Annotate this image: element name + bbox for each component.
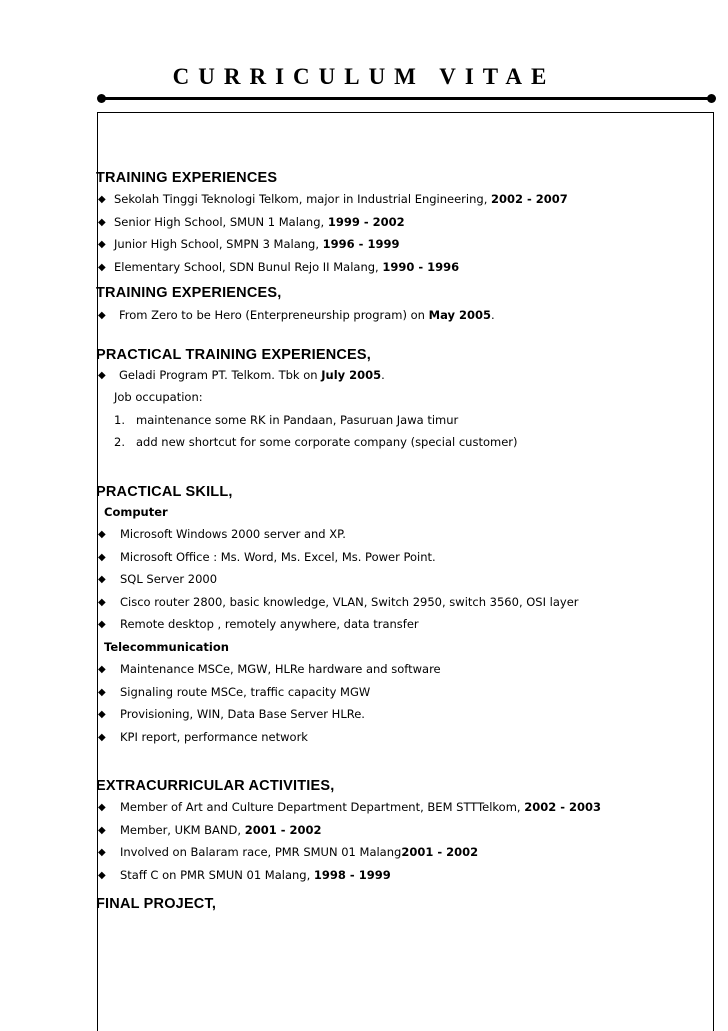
list-item: ◆ Involved on Balaram race, PMR SMUN 01 Malang2001 - 2002	[96, 843, 716, 866]
list-item: ◆ Microsoft Windows 2000 server and XP.	[96, 525, 716, 548]
diamond-bullet-icon: ◆	[98, 869, 106, 881]
list-item: 1. maintenance some RK in Pandaan, Pasuruan Jawa timur	[114, 412, 459, 427]
list-item: ◆ Provisioning, WIN, Data Base Server HLRe.	[96, 705, 716, 728]
diamond-bullet-icon: ◆	[98, 731, 106, 743]
page-title: CURRICULUM VITAE	[172, 64, 556, 89]
section-heading-practical-training: PRACTICAL TRAINING EXPERIENCES,	[96, 346, 372, 363]
subheading-computer: Computer	[104, 504, 168, 519]
list-item: ◆ Member, UKM BAND, 2001 - 2002	[96, 821, 716, 844]
list-item: ◆ Junior High School, SMPN 3 Malang, 1996 - 1999	[96, 235, 716, 258]
list-item: ◆ Senior High School, SMUN 1 Malang, 1999 - 2002	[96, 213, 716, 236]
list-item: ◆ Remote desktop , remotely anywhere, data transfer	[96, 615, 716, 638]
subheading-telecommunication: Telecommunication	[104, 639, 229, 654]
list-item: ◆ Maintenance MSCe, MGW, HLRe hardware and software	[96, 660, 716, 683]
list-item: ◆ Signaling route MSCe, traffic capacity MGW	[96, 683, 716, 706]
list-item: ◆ Member of Art and Culture Department Department, BEM STTTelkom, 2002 - 2003	[96, 798, 716, 821]
section-heading-extracurricular: EXTRACURRICULAR ACTIVITIES,	[96, 778, 335, 794]
diamond-bullet-icon: ◆	[98, 574, 106, 585]
list-item: ◆ KPI report, performance network	[96, 728, 716, 751]
section-heading-skills: PRACTICAL SKILL,	[96, 483, 233, 500]
diamond-bullet-icon: ◆	[98, 369, 106, 381]
job-occupation-label: Job occupation:	[114, 390, 203, 404]
list-item: 2. add new shortcut for some corporate company (special customer)	[114, 435, 518, 449]
section-heading-education: TRAINING EXPERIENCES	[96, 170, 278, 186]
list-item: ◆ Sekolah Tinggi Teknologi Telkom, major in Industrial Engineering, 2002 - 2007	[96, 190, 716, 213]
diamond-bullet-icon: ◆	[98, 824, 106, 836]
diamond-bullet-icon: ◆	[98, 239, 106, 250]
diamond-bullet-icon: ◆	[98, 686, 106, 698]
cv-content	[96, 170, 716, 912]
list-item: ◆ Elementary School, SDN Bunul Rejo II Malang, 1990 - 1996	[96, 258, 716, 281]
diamond-bullet-icon: ◆	[98, 664, 106, 675]
rule-dot-right	[707, 94, 716, 103]
list-item: ◆ SQL Server 2000	[96, 570, 716, 593]
section-heading-final-project: FINAL PROJECT,	[96, 896, 217, 912]
list-item: ◆ Cisco router 2800, basic knowledge, VLAN, Switch 2950, switch 3560, OSI layer	[96, 593, 716, 616]
list-item: ◆ Staff C on PMR SMUN 01 Malang, 1998 - 1999	[96, 866, 716, 889]
diamond-bullet-icon: ◆	[98, 310, 106, 321]
diamond-bullet-icon: ◆	[98, 619, 106, 630]
diamond-bullet-icon: ◆	[98, 194, 106, 205]
diamond-bullet-icon: ◆	[98, 802, 106, 813]
diamond-bullet-icon: ◆	[98, 847, 106, 858]
title-divider	[101, 97, 711, 100]
section-heading-training: TRAINING EXPERIENCES,	[96, 285, 282, 301]
diamond-bullet-icon: ◆	[98, 709, 106, 720]
list-item: ◆ From Zero to be Hero (Enterpreneurship program) on May 2005.	[96, 306, 716, 329]
diamond-bullet-icon: ◆	[98, 216, 106, 228]
diamond-bullet-icon: ◆	[98, 551, 106, 563]
diamond-bullet-icon: ◆	[98, 261, 106, 273]
diamond-bullet-icon: ◆	[98, 529, 106, 540]
list-item: ◆ Geladi Program PT. Telkom. Tbk on July 2005.	[96, 366, 716, 389]
diamond-bullet-icon: ◆	[98, 596, 106, 608]
list-item: ◆ Microsoft Office : Ms. Word, Ms. Excel, Ms. Power Point.	[96, 548, 716, 571]
